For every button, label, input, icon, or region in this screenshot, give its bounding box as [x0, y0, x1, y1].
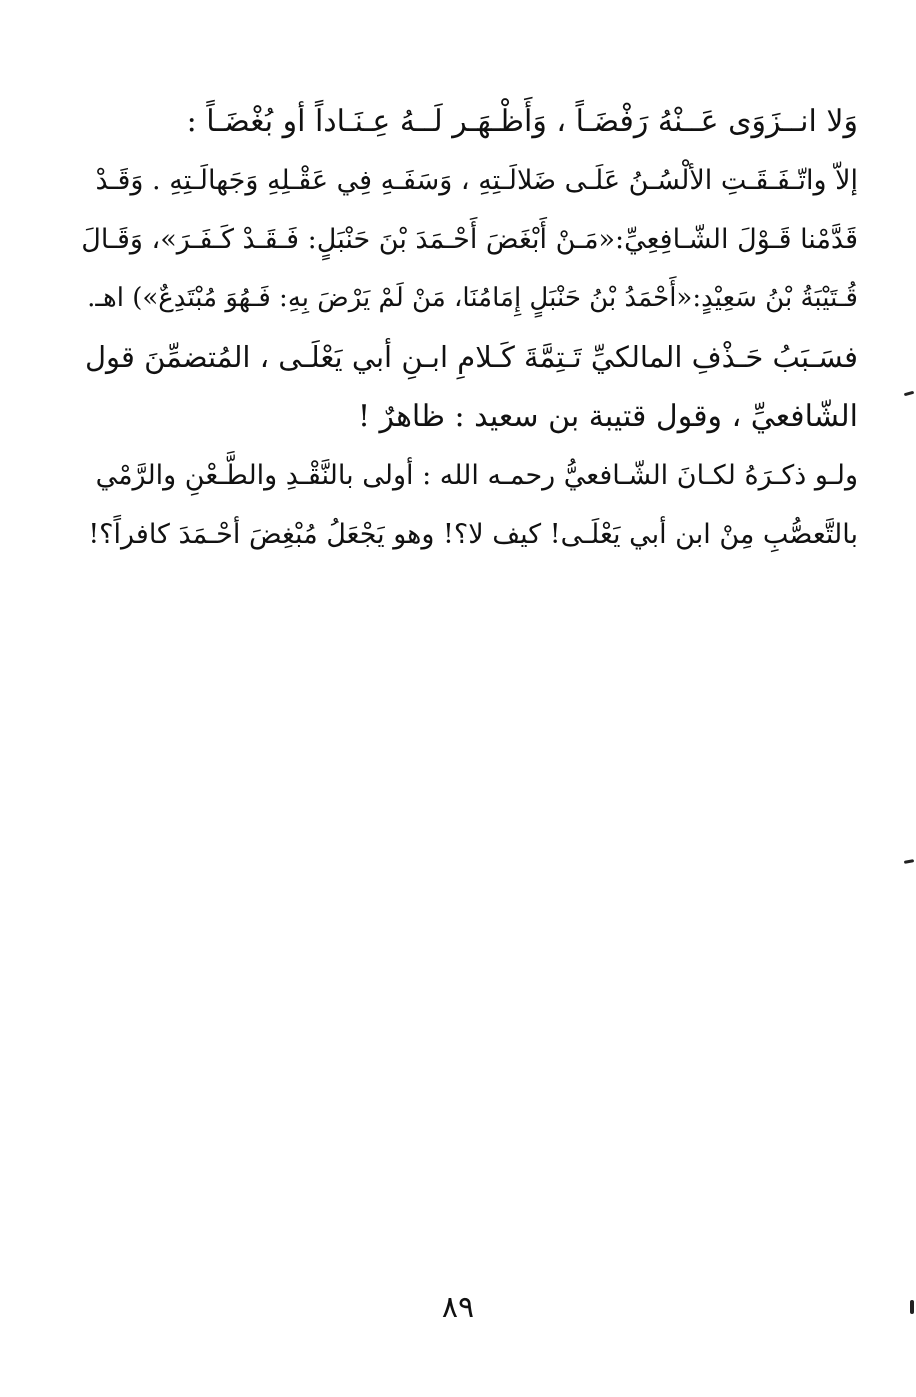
text-line: الشّافعيِّ ، وقول قتيبة بن سعيد : ظاهرٌ !: [357, 399, 858, 434]
paragraph-2: [68, 328, 858, 446]
scan-mark: [910, 1300, 914, 1314]
text-line: قَدَّمْنا قَـوْلَ الشّـافِعِيِّ:«مَـنْ أَبْغَضَ أَحْـمَدَ بْنَ حَنْبَلٍ: فَـقَـدْ كَـفَـرَ»، وَقَـالَ: [81, 224, 858, 255]
text-line: ولـو ذكـرَهُ لكـانَ الشّـافعيُّ رحمـه الله : أولى بالنَّقْـدِ والطَّـعْنِ والرَّمْي: [95, 460, 858, 491]
text-line: فسَـبَبُ حَـذْفِ المالكيِّ تَـتِمَّةَ كَـلامِ ابـنِ أبي يَعْلَـى ، المُتضمِّنَ قول: [84, 340, 858, 374]
page-number: ٨٩: [441, 1290, 475, 1325]
text-line: وَلا انــزَوَى عَــنْهُ رَفْضَـاً ، وَأَظْـهَـر لَــهُ عِـنَـاداً أو بُغْضَـاً :: [186, 104, 858, 139]
paragraph-1: [68, 92, 858, 328]
scan-mark: [904, 859, 914, 864]
scan-mark: [904, 391, 914, 396]
text-line: قُـتَيْبَةُ بْنُ سَعِيْدٍ:«أَحْمَدُ بْنُ حَنْبَلٍ إِمَامُنَا، مَنْ لَمْ يَرْضَ بِهِ: فَـهُوَ مُبْتَدِعٌ») اهـ.: [87, 283, 858, 313]
text-line: إلاّ واتّـفَـقَـتِ الألْسُـنُ عَلَـى ضَلالَـتِهِ ، وَسَفَـهِ فِي عَقْـلِهِ وَجَهالَـتِهِ . وَقَـدْ: [95, 165, 858, 196]
body-text: [68, 92, 858, 564]
text-line: بالتَّعصُّبِ مِنْ ابن أبي يَعْلَـى! كيف لا؟! وهو يَجْعَلُ مُبْغِضَ أحْـمَدَ كافراً؟!: [88, 519, 858, 550]
paragraph-3: [68, 446, 858, 564]
